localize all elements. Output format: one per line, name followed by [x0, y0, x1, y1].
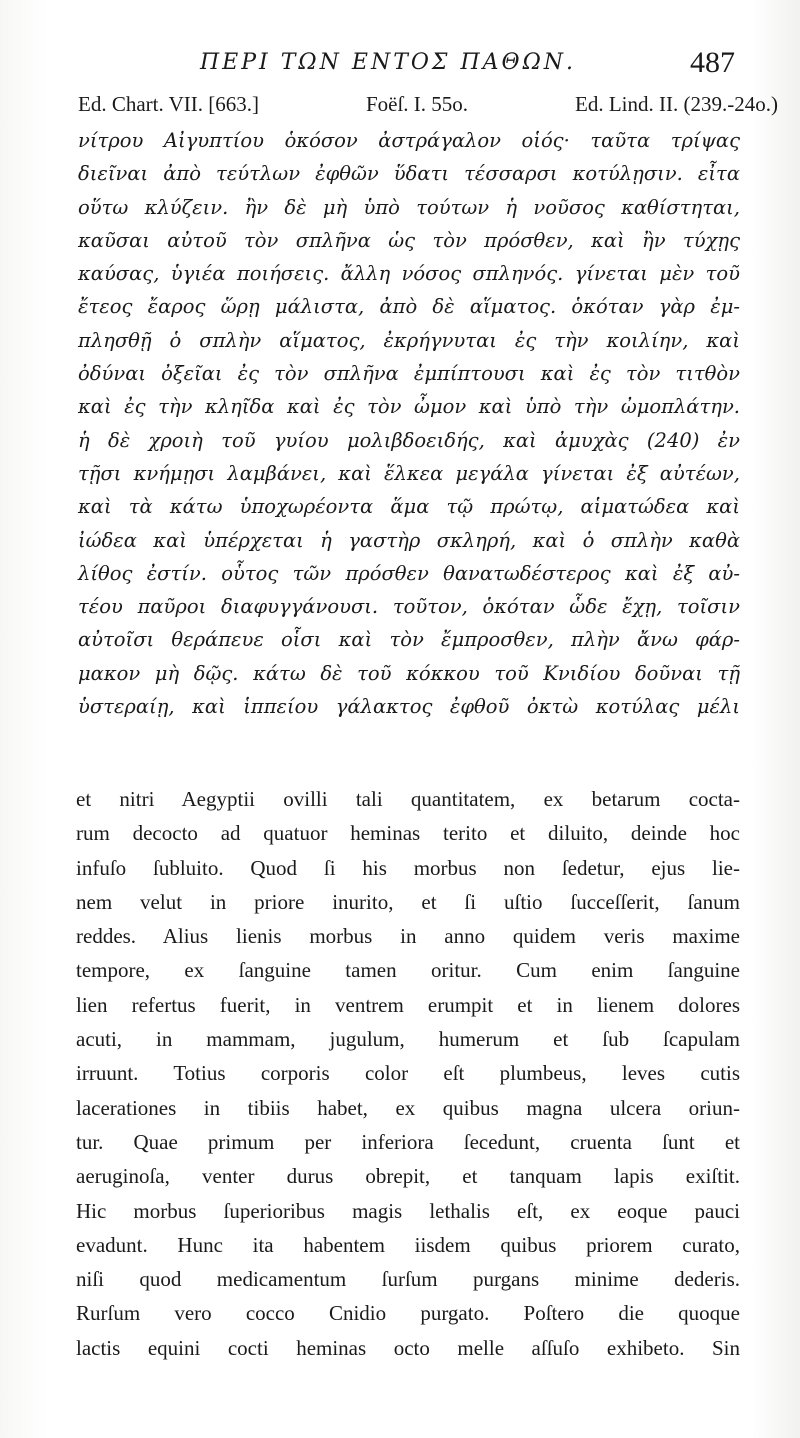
latin-line: reddes. Alius lienis morbus in anno quidem veris maxime [76, 924, 740, 949]
edition-foesius: Foëſ. I. 55o. [365, 92, 469, 116]
edition-references [78, 92, 778, 117]
latin-text-block [76, 782, 740, 1365]
greek-line: καὶ τὰ κάτω ὑποχωρέοντα ἅμα τῷ πρώτῳ, αἱματώδεα καὶ [78, 495, 740, 519]
latin-line: acuti, in mammam, jugulum, humerum et ſub ſcapulam [76, 1027, 740, 1052]
greek-line: οὕτω κλύζειν. ἢν δὲ μὴ ὑπὸ τούτων ἡ νοῦσος καθίστηται, [78, 195, 740, 219]
edition-linden: Ed. Lind. II. (239.-24o.) [575, 92, 778, 116]
greek-line: πλησθῇ ὁ σπλὴν αἵματος, ἐκρήγνυται ἐς τὴν κοιλίην, καὶ [78, 328, 740, 352]
latin-line: nem velut in priore inurito, et ſi uſtio ſucceſſerit, ſanum [76, 889, 740, 914]
greek-line: τῇσι κνήμῃσι λαμβάνει, καὶ ἕλκεα μεγάλα γίνεται ἐξ αὐτέων, [78, 461, 740, 485]
latin-line: Hic morbus ſuperioribus magis lethalis eſt, ex eoque pauci [76, 1198, 740, 1223]
latin-line: et nitri Aegyptii ovilli tali quantitatem, ex betarum cocta- [76, 787, 740, 811]
greek-line: ἰώδεα καὶ ὑπέρχεται ἡ γαστὴρ σκληρή, καὶ ὁ σπλὴν καθὰ [78, 528, 740, 552]
latin-line: evadunt. Hunc ita habentem iisdem quibus priorem curato, [76, 1232, 740, 1257]
latin-line: lien refertus fuerit, in ventrem erumpit et in lienem dolores [76, 992, 740, 1017]
greek-line: καύσας, ὑγιέα ποιήσεις. ἄλλη νόσος σπληνός. γίνεται μὲν τοῦ [78, 262, 740, 286]
latin-line: infuſo ſubluito. Quod ſi his morbus non ſedetur, ejus lie- [76, 855, 740, 880]
latin-line: tur. Quae primum per inferiora ſecedunt, cruenta ſunt et [76, 1129, 740, 1154]
latin-line: rum decocto ad quatuor heminas terito et diluito, deinde hoc [76, 821, 740, 846]
page-number: 487 [690, 46, 735, 79]
greek-line: αὐτοῖσι θεράπευε οἷσι καὶ τὸν ἔμπροσθεν, πλὴν ἄνω φάρ- [78, 628, 740, 652]
running-head [0, 40, 800, 90]
latin-line: aeruginoſa, venter durus obrepit, et tanquam lapis exiſtit. [76, 1164, 740, 1189]
greek-line: ὑστεραίῃ, καὶ ἱππείου γάλακτος ἐφθοῦ ὀκτὼ κοτύλας μέλι [78, 695, 740, 719]
edition-chartier: Ed. Chart. VII. [663.] [78, 92, 259, 116]
latin-line: niſi quod medicamentum ſurſum purgans minime dederis. [76, 1267, 740, 1292]
greek-text-block [78, 124, 740, 723]
latin-line: Rurſum vero cocco Cnidio purgato. Poſtero die quoque [76, 1301, 740, 1326]
greek-line: ὀδύναι ὀξεῖαι ἐς τὸν σπλῆνα ἐμπίπτουσι καὶ ἐς τὸν τιτθὸν [78, 362, 740, 386]
greek-line: μακον μὴ δῷς. κάτω δὲ τοῦ κόκκου τοῦ Κνιδίου δοῦναι τῇ [78, 661, 740, 685]
latin-line: lacerationes in tibiis habet, ex quibus magna ulcera oriun- [76, 1095, 740, 1120]
greek-line: νίτρου Αἰγυπτίου ὁκόσον ἀστράγαλον οἱός· ταῦτα τρίψας [78, 129, 740, 152]
greek-line: καὶ ἐς τὴν κληῖδα καὶ ἐς τὸν ὦμον καὶ ὑπὸ τὴν ὠμοπλάτην. [78, 395, 740, 419]
greek-line: καῦσαι αὐτοῦ τὸν σπλῆνα ὡς τὸν πρόσθεν, καὶ ἢν τύχῃς [78, 228, 740, 252]
latin-line: irruunt. Totius corporis color eſt plumbeus, leves cutis [76, 1061, 740, 1086]
latin-line: tempore, ex ſanguine tamen oritur. Cum enim ſanguine [76, 958, 740, 983]
latin-line: lactis equini cocti heminas octo melle aſſuſo exhibeto. Sin [76, 1335, 740, 1360]
greek-line: ἔτεος ἔαρος ὥρῃ μάλιστα, ἀπὸ δὲ αἵματος. ὁκόταν γὰρ ἐμ- [78, 295, 740, 319]
greek-line: τέου παῦροι διαφυγγάνουσι. τοῦτον, ὁκόταν ὧδε ἔχῃ, τοῖσιν [78, 595, 740, 619]
greek-line: ἡ δὲ χροιὴ τοῦ γυίου μολιβδοειδής, καὶ ἀμυχὰς (240) ἐν [78, 428, 740, 452]
running-title: ΠΕΡΙ ΤΩΝ ΕΝΤΟΣ ΠΑΘΩΝ. [200, 50, 577, 75]
greek-line: διεῖναι ἀπὸ τεύτλων ἐφθῶν ὕδατι τέσσαρσι κοτύλῃσιν. εἶτα [78, 162, 740, 186]
greek-line: λίθος ἐστίν. οὗτος τῶν πρόσθεν θανατωδέστερος καὶ ἐξ αὐ- [78, 561, 740, 585]
